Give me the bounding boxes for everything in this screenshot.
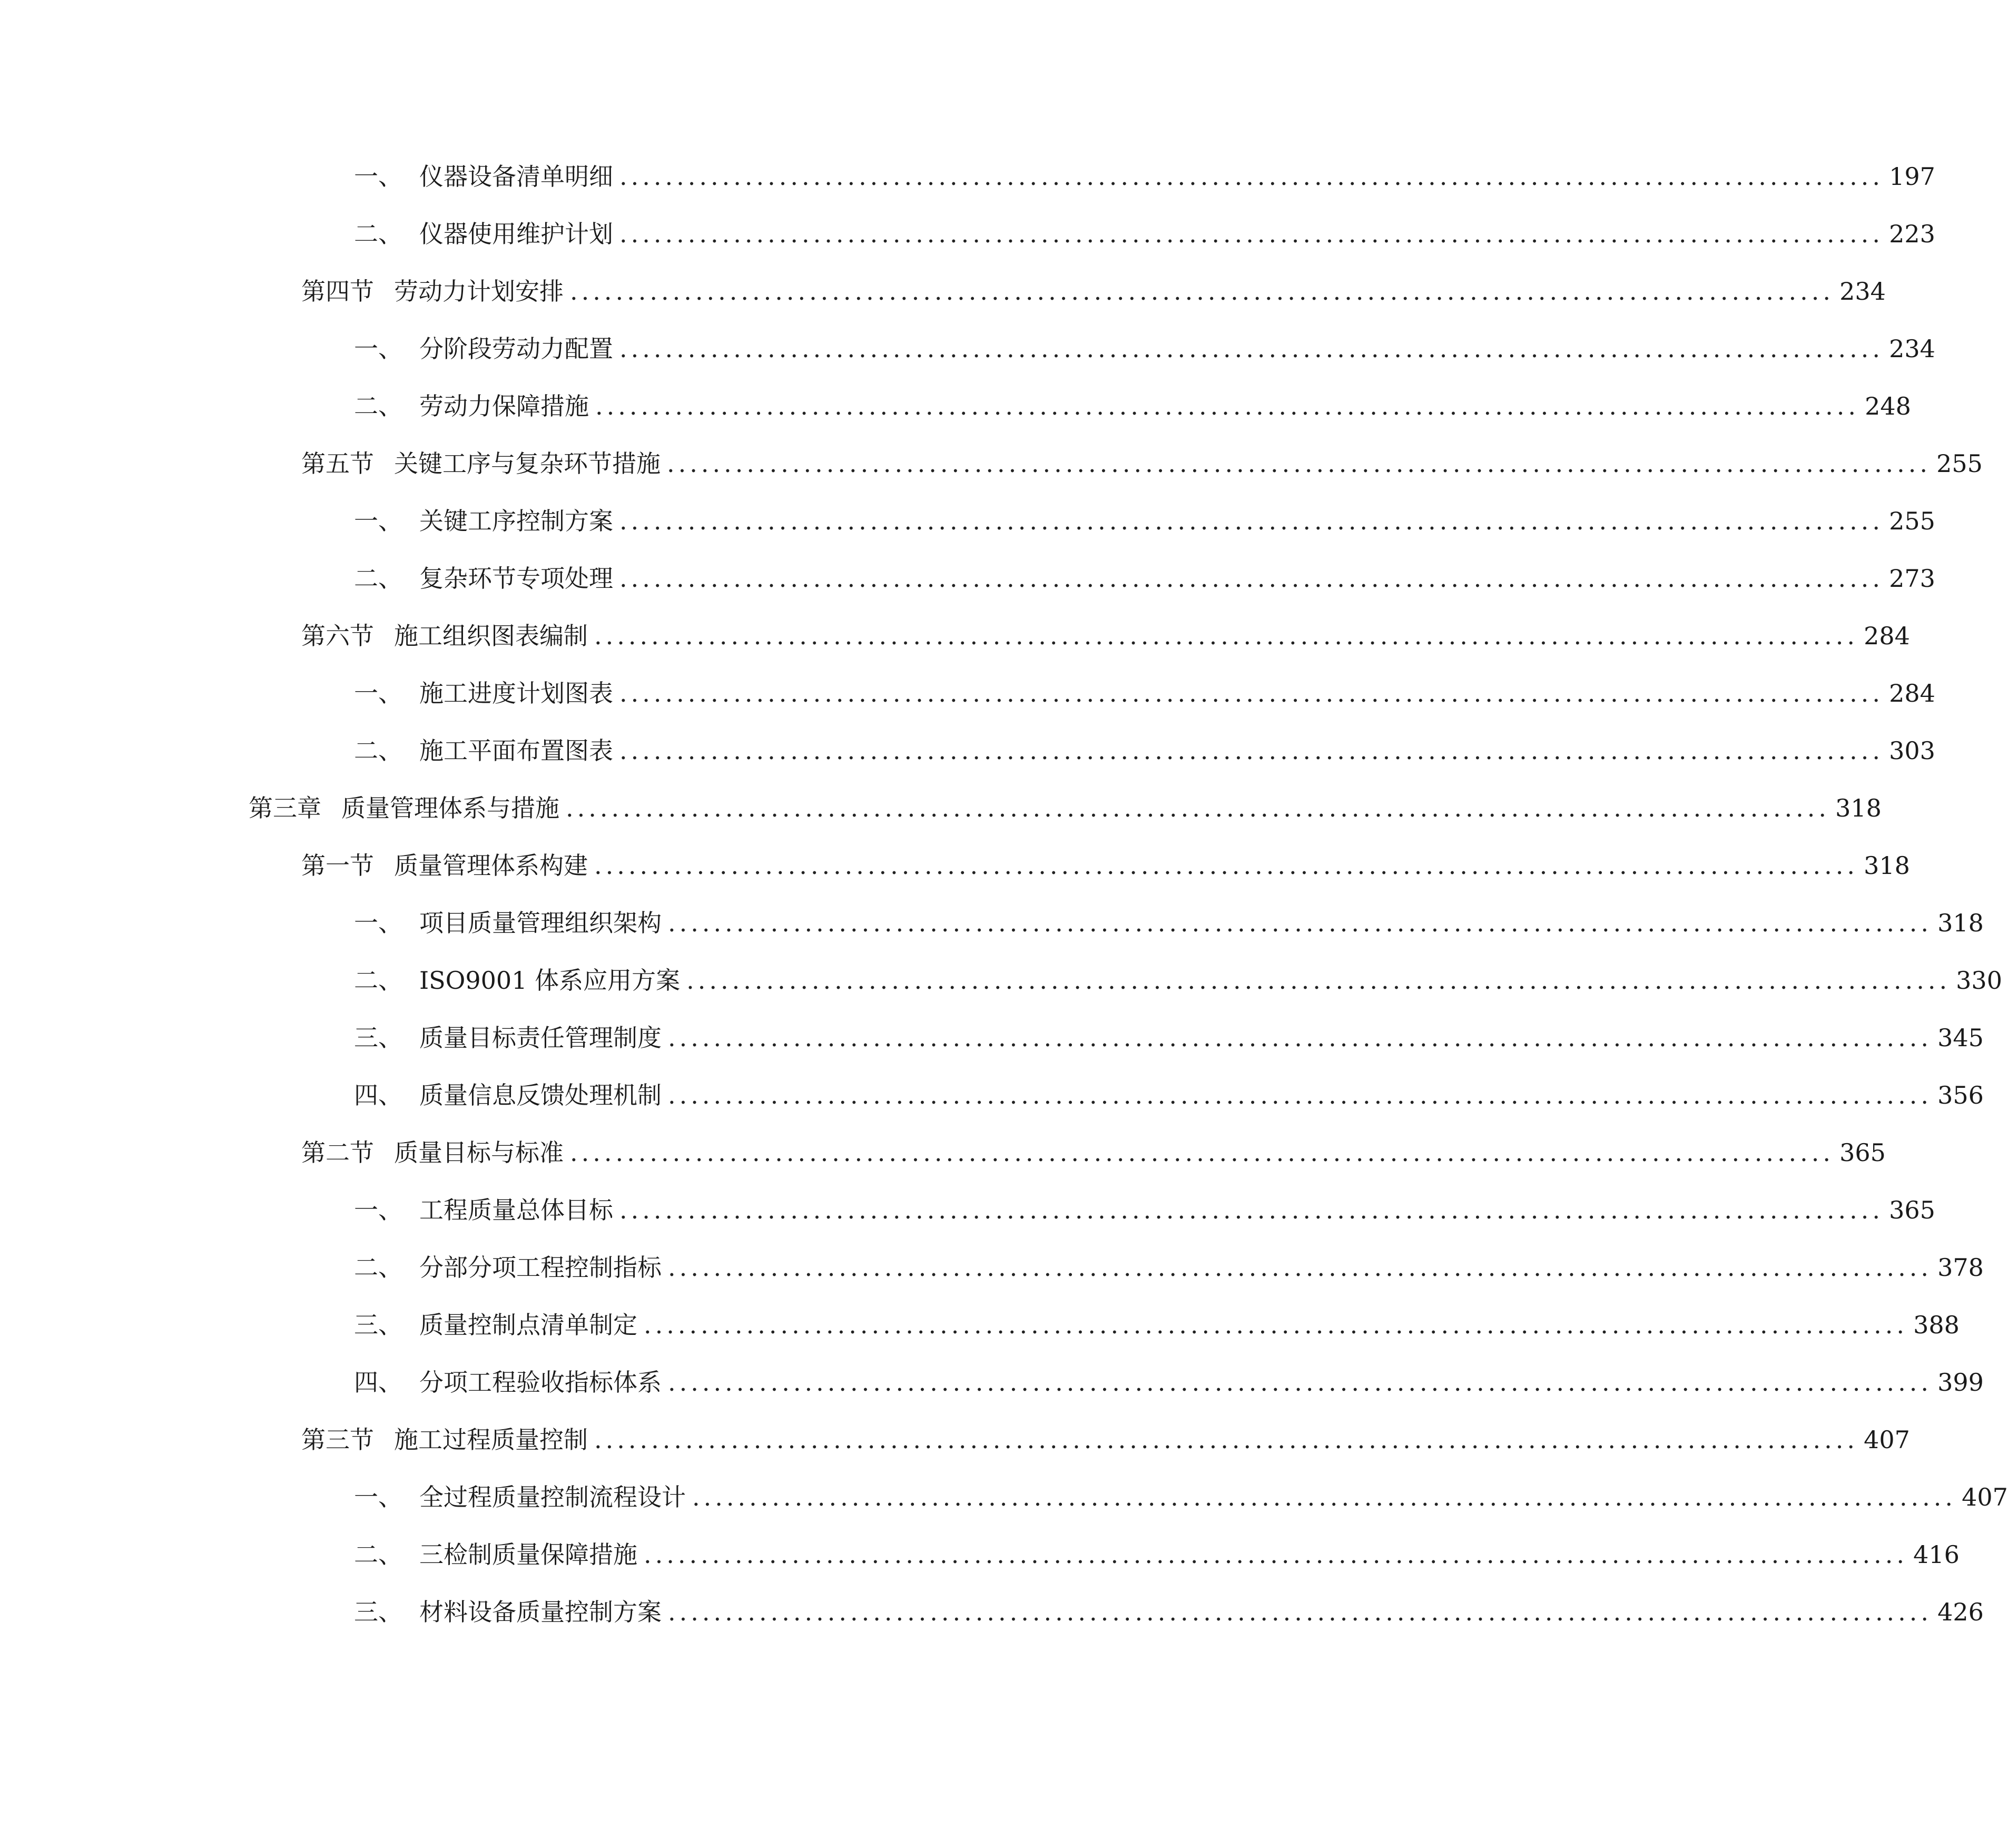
- toc-leader-dots: ...............................................................................................................: [668, 909, 1933, 937]
- toc-entry-title: 劳动力计划安排: [394, 277, 564, 306]
- toc-leader-dots: ...............................................................................................................: [566, 794, 1830, 822]
- toc-entry-title: ISO9001 体系应用方案: [419, 966, 681, 995]
- toc-page-number: 284: [1889, 679, 1935, 707]
- toc-entry-number: 二、: [354, 220, 402, 248]
- toc-leader-dots: ...............................................................................................................: [668, 1368, 1933, 1397]
- toc-entry[interactable]: [301, 615, 1910, 657]
- toc-entry[interactable]: [301, 1132, 1886, 1174]
- toc-leader-dots: ...............................................................................................................: [619, 507, 1884, 535]
- toc-leader-dots: ...............................................................................................................: [594, 622, 1859, 650]
- toc-entry[interactable]: [354, 1189, 1935, 1231]
- toc-page-number: 407: [1864, 1426, 1910, 1454]
- toc-leader-dots: ...............................................................................................................: [619, 736, 1884, 765]
- toc-page-number: 365: [1839, 1138, 1886, 1167]
- toc-entry-title: 质量管理体系与措施: [341, 794, 559, 822]
- toc-entry[interactable]: [301, 844, 1910, 887]
- toc-entry-number: 二、: [354, 966, 402, 995]
- toc-entry[interactable]: [354, 155, 1935, 198]
- toc-entry[interactable]: [354, 1591, 1984, 1633]
- toc-leader-dots: ...............................................................................................................: [619, 335, 1884, 363]
- toc-entry-number: 一、: [354, 679, 402, 707]
- toc-leader-dots: ...............................................................................................................: [668, 1598, 1933, 1626]
- toc-entry-title: 工程质量总体目标: [419, 1196, 613, 1224]
- toc-page-number: 255: [1936, 449, 1983, 478]
- toc-entry-number: 二、: [354, 736, 402, 765]
- toc-entry-title: 质量管理体系构建: [394, 851, 588, 880]
- toc-leader-dots: ...............................................................................................................: [619, 162, 1884, 191]
- toc-entry-number: 三、: [354, 1024, 402, 1052]
- toc-entry-title: 仪器使用维护计划: [419, 220, 613, 248]
- toc-entry[interactable]: [354, 385, 1911, 427]
- toc-entry-title: 质量信息反馈处理机制: [419, 1081, 662, 1109]
- toc-entry[interactable]: [301, 443, 1983, 485]
- toc-page-number: 234: [1839, 277, 1886, 306]
- toc-entry[interactable]: [354, 1074, 1984, 1116]
- toc-leader-dots: ...............................................................................................................: [668, 1024, 1933, 1052]
- toc-entry-title: 质量目标责任管理制度: [419, 1024, 662, 1052]
- toc-leader-dots: ...............................................................................................................: [668, 1253, 1933, 1282]
- toc-entry-number: 二、: [354, 1253, 402, 1282]
- toc-page-number: 345: [1937, 1024, 1984, 1052]
- toc-page-number: 197: [1889, 162, 1935, 191]
- toc-entry-title: 三检制质量保障措施: [419, 1540, 637, 1569]
- toc-entry-title: 施工进度计划图表: [419, 679, 613, 707]
- toc-entry-title: 关键工序控制方案: [419, 507, 613, 535]
- toc-leader-dots: ...............................................................................................................: [686, 966, 1951, 995]
- toc-entry-number: 第一节: [301, 851, 374, 880]
- toc-entry-title: 质量控制点清单制定: [419, 1311, 637, 1339]
- toc-entry-title: 分阶段劳动力配置: [419, 335, 613, 363]
- toc-page-number: 303: [1889, 736, 1935, 765]
- toc-entry[interactable]: [354, 730, 1935, 772]
- toc-entry-title: 施工组织图表编制: [394, 622, 588, 650]
- toc-entry[interactable]: [301, 1419, 1910, 1461]
- toc-page-number: 318: [1864, 851, 1910, 880]
- toc-leader-dots: ...............................................................................................................: [570, 277, 1835, 306]
- toc-entry-number: 一、: [354, 335, 402, 363]
- toc-page-number: 273: [1889, 564, 1935, 593]
- toc-entry-title: 施工过程质量控制: [394, 1426, 588, 1454]
- toc-entry-title: 关键工序与复杂环节措施: [394, 449, 661, 478]
- toc-entry-title: 劳动力保障措施: [419, 392, 589, 420]
- toc-entry[interactable]: [354, 557, 1935, 599]
- toc-entry-number: 一、: [354, 162, 402, 191]
- toc-entry[interactable]: [354, 902, 1984, 944]
- toc-entry-number: 二、: [354, 392, 402, 420]
- toc-entry-number: 第四节: [301, 277, 374, 306]
- toc-entry-title: 仪器设备清单明细: [419, 162, 613, 191]
- toc-leader-dots: ...............................................................................................................: [594, 1426, 1859, 1454]
- toc-entry-number: 四、: [354, 1368, 402, 1397]
- toc-page-number: 356: [1937, 1081, 1984, 1109]
- toc-entry[interactable]: [354, 500, 1935, 542]
- toc-entry-number: 第五节: [301, 449, 374, 478]
- toc-entry[interactable]: [354, 1476, 2008, 1518]
- toc-entry-number: 二、: [354, 564, 402, 593]
- toc-leader-dots: ...............................................................................................................: [668, 1081, 1933, 1109]
- toc-page-number: 248: [1865, 392, 1911, 420]
- toc-entry-title: 分项工程验收指标体系: [419, 1368, 662, 1397]
- toc-entry-number: 一、: [354, 1483, 402, 1511]
- toc-leader-dots: ...............................................................................................................: [644, 1311, 1908, 1339]
- toc-entry-title: 材料设备质量控制方案: [419, 1598, 662, 1626]
- toc-entry[interactable]: [354, 959, 2002, 1001]
- toc-leader-dots: ...............................................................................................................: [619, 220, 1884, 248]
- toc-page-number: 318: [1835, 794, 1882, 822]
- toc-entry-title: 质量目标与标准: [394, 1138, 564, 1167]
- toc-entry-title: 全过程质量控制流程设计: [419, 1483, 686, 1511]
- toc-entry-number: 一、: [354, 1196, 402, 1224]
- toc-entry-title: 项目质量管理组织架构: [419, 909, 662, 937]
- toc-page-number: 416: [1913, 1540, 1960, 1569]
- toc-leader-dots: ...............................................................................................................: [594, 851, 1859, 880]
- toc-leader-dots: ...............................................................................................................: [595, 392, 1860, 420]
- toc-page-number: 426: [1937, 1598, 1984, 1626]
- toc-page-number: 399: [1937, 1368, 1984, 1397]
- toc-entry[interactable]: [249, 787, 1882, 829]
- toc-entry[interactable]: [354, 1361, 1984, 1403]
- toc-page-number: 284: [1864, 622, 1910, 650]
- toc-entry-number: 二、: [354, 1540, 402, 1569]
- toc-leader-dots: ...............................................................................................................: [644, 1540, 1908, 1569]
- toc-leader-dots: ...............................................................................................................: [619, 1196, 1884, 1224]
- toc-page-number: 330: [1956, 966, 2002, 995]
- toc-entry[interactable]: [354, 1304, 1960, 1346]
- toc-page-number: 388: [1913, 1311, 1960, 1339]
- toc-entry-title: 施工平面布置图表: [419, 736, 613, 765]
- toc-entry-number: 第三节: [301, 1426, 374, 1454]
- toc-entry-number: 第三章: [249, 794, 321, 822]
- toc-entry[interactable]: [354, 1017, 1984, 1059]
- toc-leader-dots: ...............................................................................................................: [667, 449, 1932, 478]
- toc-entry[interactable]: [354, 213, 1935, 255]
- toc-page-number: 318: [1937, 909, 1984, 937]
- toc-entry-number: 一、: [354, 507, 402, 535]
- toc-page-number: 378: [1937, 1253, 1984, 1282]
- toc-page-number: 255: [1889, 507, 1935, 535]
- toc-entry[interactable]: [354, 1246, 1984, 1289]
- toc-leader-dots: ...............................................................................................................: [619, 679, 1884, 707]
- toc-entry-number: 三、: [354, 1311, 402, 1339]
- toc-entry[interactable]: [354, 1534, 1960, 1576]
- toc-page-number: 223: [1889, 220, 1935, 248]
- toc-page-number: 407: [1962, 1483, 2008, 1511]
- toc-entry-number: 一、: [354, 909, 402, 937]
- toc-entry-title: 分部分项工程控制指标: [419, 1253, 662, 1282]
- toc-entry[interactable]: [354, 328, 1935, 370]
- toc-leader-dots: ...............................................................................................................: [692, 1483, 1957, 1511]
- toc-entry[interactable]: [301, 270, 1886, 312]
- toc-entry-number: 三、: [354, 1598, 402, 1626]
- toc-page-number: 365: [1889, 1196, 1935, 1224]
- toc-entry-title: 复杂环节专项处理: [419, 564, 613, 593]
- toc-entry-number: 第二节: [301, 1138, 374, 1167]
- toc-entry[interactable]: [354, 672, 1935, 714]
- toc-leader-dots: ...............................................................................................................: [619, 564, 1884, 593]
- toc-page-number: 234: [1889, 335, 1935, 363]
- toc-entry-number: 第六节: [301, 622, 374, 650]
- toc-leader-dots: ...............................................................................................................: [570, 1138, 1835, 1167]
- toc-entry-number: 四、: [354, 1081, 402, 1109]
